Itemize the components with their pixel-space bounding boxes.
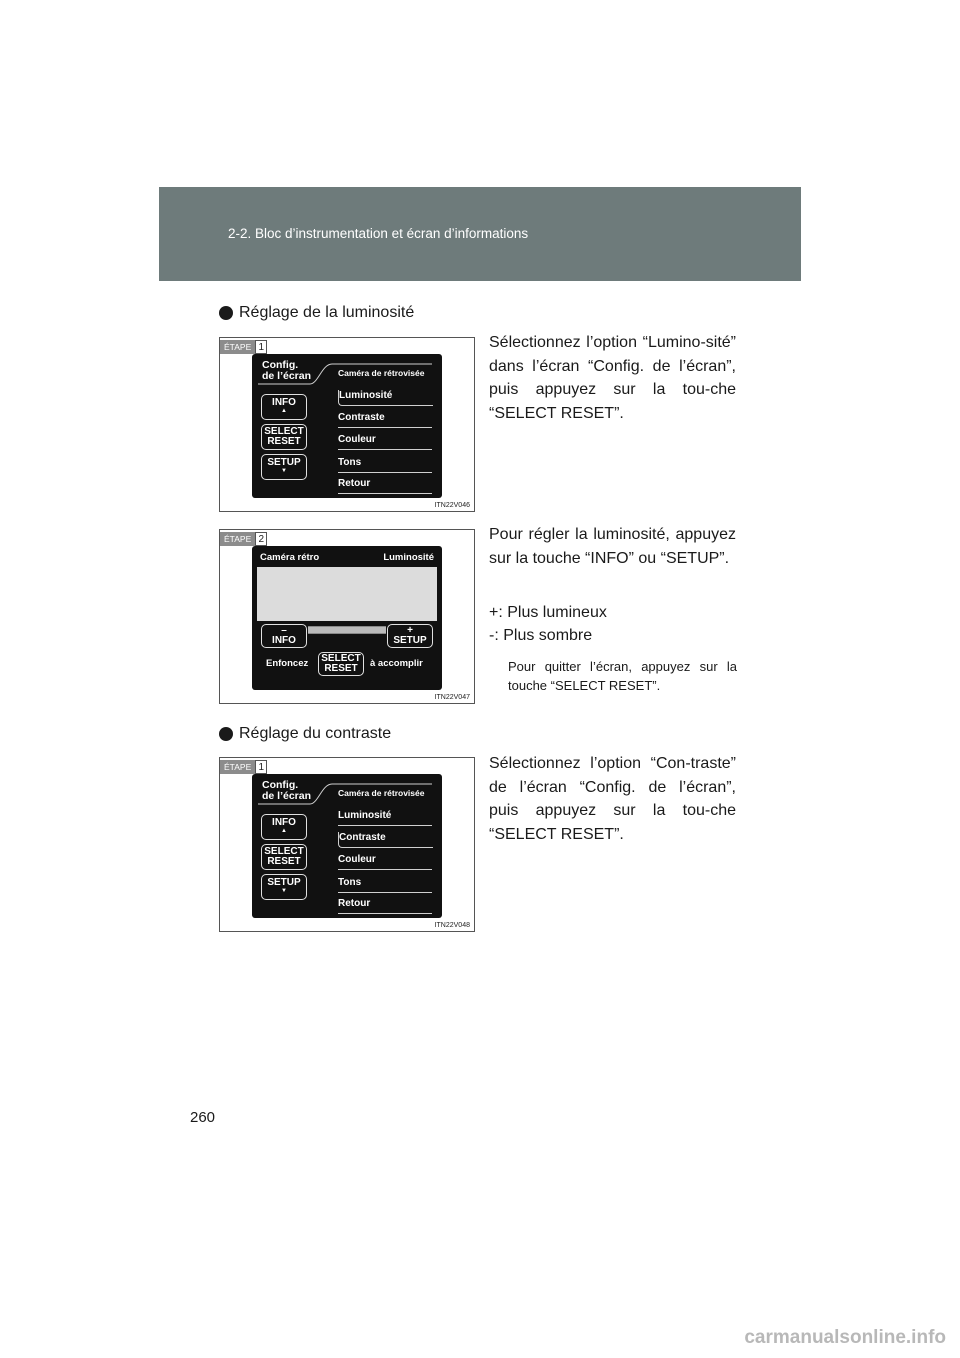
note-exit: Pour quitter l’écran, appuyez sur la touche “SELECT RESET”.	[508, 659, 737, 693]
step-badge: ÉTAPE 1	[220, 760, 267, 774]
minus-icon: –	[281, 625, 287, 636]
menu-item-couleur: Couleur	[338, 854, 432, 870]
triangle-down-icon: ▼	[281, 468, 287, 474]
brightness-bar	[308, 626, 386, 634]
screen-top-right: Luminosité	[383, 552, 434, 563]
step-badge: ÉTAPE 1	[220, 340, 267, 354]
menu-item-contraste: Contraste	[338, 412, 432, 428]
menu-item-retour: Retour	[338, 898, 432, 914]
menu-item-tons: Tons	[338, 877, 432, 893]
setup-button: SETUP ▼	[261, 874, 307, 900]
bullet-icon	[219, 306, 233, 320]
figure-step1-contrast	[219, 757, 475, 932]
menu-item-luminosite: Luminosité	[338, 390, 433, 406]
section-title-brightness: Réglage de la luminosité	[219, 304, 414, 322]
plus-setup-button: + SETUP	[387, 624, 433, 648]
screen-title: Config. de l’écran	[262, 779, 312, 802]
watermark: carmanualsonline.info	[744, 1327, 946, 1348]
screen-title: Config. de l’écran	[262, 359, 312, 382]
page-number: 260	[190, 1109, 216, 1126]
figure-code: ITN22V047	[434, 694, 470, 701]
menu-item-luminosite: Luminosité	[338, 810, 432, 826]
bottom-right-text: à accomplir	[370, 658, 423, 669]
paragraph-plus: +: Plus lumineux	[489, 604, 607, 621]
menu-item-tons: Tons	[338, 457, 432, 473]
section-header-title: 2-2. Bloc d’instrumentation et écran d’informations	[228, 226, 529, 241]
select-reset-button: SELECT RESET	[318, 652, 364, 676]
menu-header: Caméra de rétrovisée	[338, 368, 425, 378]
display-screen	[252, 774, 442, 918]
setup-button: SETUP ▼	[261, 454, 307, 480]
menu-item-contraste: Contraste	[338, 832, 433, 848]
figure-code: ITN22V046	[434, 502, 470, 509]
triangle-up-icon: ▲	[281, 828, 287, 834]
display-screen	[252, 354, 442, 498]
screen-top-left: Caméra rétro	[260, 552, 320, 563]
figure-step2-brightness	[219, 529, 475, 704]
menu-header: Caméra de rétrovisée	[338, 788, 425, 798]
bullet-icon	[219, 727, 233, 741]
paragraph-step1: Sélectionnez l’option “Lumino-sité” dans l’écran “Config. de l’écran”, puis appuyez sur la tou-che “SELECT RESET”.	[489, 334, 736, 422]
select-reset-button: SELECT RESET	[261, 424, 307, 450]
minus-info-button: – INFO	[261, 624, 307, 648]
triangle-up-icon: ▲	[281, 408, 287, 414]
paragraph-contrast: Sélectionnez l’option “Con-traste” de l’écran “Config. de l’écran”, puis appuyez sur la tou-che “SELECT RESET”.	[489, 755, 736, 843]
bottom-left-text: Enfoncez	[266, 658, 309, 669]
section-header	[159, 187, 801, 281]
menu-item-retour: Retour	[338, 478, 432, 494]
info-button: INFO ▲	[261, 394, 307, 420]
camera-view	[257, 567, 437, 621]
paragraph-minus: -: Plus sombre	[489, 627, 593, 644]
display-screen	[252, 546, 442, 690]
figure-step1-brightness	[219, 337, 475, 512]
step-badge: ÉTAPE 2	[220, 532, 267, 546]
section-title-contrast: Réglage du contraste	[219, 725, 391, 743]
triangle-down-icon: ▼	[281, 888, 287, 894]
plus-icon: +	[407, 625, 413, 636]
info-button: INFO ▲	[261, 814, 307, 840]
paragraph-step2: Pour régler la luminosité, appuyez sur la touche “INFO” ou “SETUP”.	[489, 526, 736, 567]
figure-code: ITN22V048	[434, 922, 470, 929]
select-reset-button: SELECT RESET	[261, 844, 307, 870]
menu-item-couleur: Couleur	[338, 434, 432, 450]
